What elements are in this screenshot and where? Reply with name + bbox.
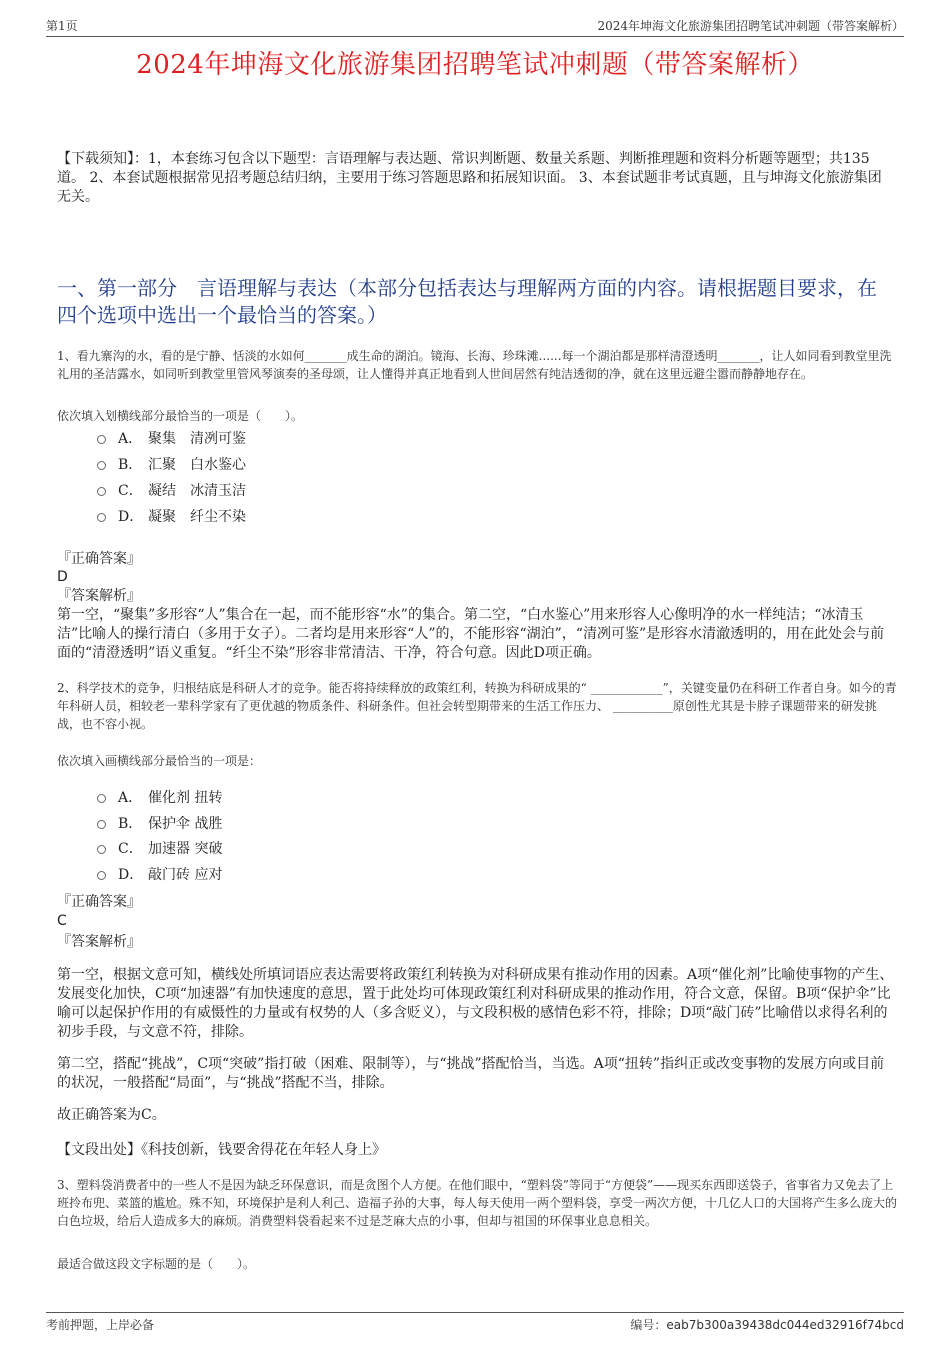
question-3-stem: 3、塑料袋消费者中的一些人不是因为缺乏环保意识，而是贪图个人方便。在他们眼中，“塑料袋”等同于“方便袋”——现买东西即送袋子，省事省力又免去了上班拎布兜、菜篮的尴尬。殊不知，环境保护是利人利己、造福子孙的大事，每人每天使用一两个塑料袋，享受一两次方便，十几亿人口的大国将产生多么庞大的白色垃圾，给后人造成多大的麻烦。消费塑料袋看起来不过是芝麻大点的小事，但却与祖国的环保事业息息相关。: [57, 1178, 898, 1228]
q2-option-d[interactable]: [97, 864, 222, 884]
q2-answer: C: [57, 913, 67, 929]
q2-source: 【文段出处】《科技创新，钱要舍得花在年轻人身上》: [57, 1142, 386, 1158]
q2-analysis-paragraph-2: 第二空，搭配“挑战”，C项“突破”指打破（困难、限制等），与“挑战”搭配恰当，当选。A项“扭转”指纠正或改变事物的发展方向或目前的状况，一般搭配“局面”，与“挑战”搭配不当，排除。: [57, 1056, 885, 1091]
q1-analysis: 第一空，“聚集”多形容“人”集合在一起，而不能形容“水”的集合。第二空，“白水鉴心”用来形容人心像明净的水一样纯洁；“冰清玉洁”比喻人的操行清白（多用于女子）。二者均是用来形容“人”的，不能形容“湖泊”，“清冽可鉴”是形容水清澈透明的，用在此处会与前面的“清澄透明”语义重复。“纤尘不染”形容非常清洁、干净，符合句意。因此D项正确。: [57, 607, 885, 661]
radio-icon[interactable]: [97, 435, 106, 444]
option-text: 加速器 突破: [148, 841, 223, 857]
q2-answer-label: 『正确答案』: [57, 894, 141, 910]
document-id-label: 编号：: [630, 1318, 667, 1332]
option-letter: B．: [118, 457, 143, 473]
option-text: 敲门砖 应对: [148, 867, 223, 883]
q1-analysis-label: 『答案解析』: [57, 588, 141, 604]
radio-icon[interactable]: [97, 820, 106, 829]
document-id: [630, 1316, 904, 1333]
q2-option-b[interactable]: [97, 813, 222, 833]
radio-icon[interactable]: [97, 513, 106, 522]
option-text: 聚集 清冽可鉴: [148, 431, 246, 447]
q1-option-c[interactable]: [97, 480, 246, 500]
option-letter: C．: [118, 483, 143, 499]
question-1-prompt: 依次填入划横线部分最恰当的一项是（ ）。: [57, 409, 304, 423]
q1-answer: D: [57, 569, 68, 585]
radio-icon[interactable]: [97, 871, 106, 880]
q2-analysis-label: 『答案解析』: [57, 934, 141, 950]
radio-icon[interactable]: [97, 461, 106, 470]
option-letter: B．: [118, 816, 143, 832]
option-letter: D．: [118, 867, 144, 883]
q1-answer-label: 『正确答案』: [57, 551, 141, 567]
option-letter: D．: [118, 509, 144, 525]
question-1-stem: 1、看九寨沟的水，看的是宁静、恬淡的水如何_______成生命的湖泊。镜海、长海、珍珠滩......每一个湖泊都是那样清澄透明_______，让人如同看到教堂里洗礼用的圣洁露水，如同听到教堂里管风琴演奏的圣母颂，让人懂得并真正地看到人世间居然有纯洁透彻的净，就在这里远避尘嚣而静静地存在。: [57, 349, 892, 381]
q1-option-d[interactable]: [97, 506, 246, 526]
page-number: 第1页: [46, 19, 78, 33]
option-letter: A．: [118, 790, 143, 806]
page-footer: [46, 1312, 904, 1333]
q1-option-a[interactable]: [97, 428, 246, 448]
q2-analysis-paragraph-1: 第一空，根据文意可知，横线处所填词语应表达需要将政策红利转换为对科研成果有推动作用的因素。A项“催化剂”比喻使事物的产生、发展变化加快，C项“加速器”有加快速度的意思，置于此处均可体现政策红利对科研成果的推动作用，符合文意，保留。B项“保护伞”比喻可以起保护作用的有威慑性的力量或有权势的人（多含贬义），与文段积极的感情色彩不符，排除；D项“敲门砖”比喻借以求得名利的初步手段，与文意不符，排除。: [57, 967, 894, 1040]
section-heading: 一、第一部分 言语理解与表达（本部分包括表达与理解两方面的内容。请根据题目要求，在四个选项中选出一个最恰当的答案。）: [57, 276, 877, 327]
header-doc-title: 2024年坤海文化旅游集团招聘笔试冲刺题（带答案解析）: [597, 19, 904, 33]
radio-icon[interactable]: [97, 487, 106, 496]
page-header: [46, 14, 904, 37]
option-letter: C．: [118, 841, 143, 857]
q2-option-c[interactable]: [97, 838, 222, 858]
radio-icon[interactable]: [97, 794, 106, 803]
footer-slogan: 考前押题，上岸必备: [46, 1318, 155, 1332]
q2-option-a[interactable]: [97, 787, 222, 807]
radio-icon[interactable]: [97, 845, 106, 854]
download-notice: 【下载须知】：1，本套练习包含以下题型：言语理解与表达题、常识判断题、数量关系题、判断推理题和资料分析题等题型；共135道。 2、本套试题根据常见招考题总结归纳，主要用于练习答题思路和拓展知识面。 3、本套试题非考试真题，且与坤海文化旅游集团无关。: [57, 151, 882, 205]
option-letter: A．: [118, 431, 143, 447]
document-title: 2024年坤海文化旅游集团招聘笔试冲刺题（带答案解析）: [136, 50, 814, 80]
document-id-code: eab7b300a39438dc044ed32916f74bcd: [666, 1318, 904, 1332]
option-text: 保护伞 战胜: [148, 816, 223, 832]
option-text: 凝结 冰清玉洁: [148, 483, 246, 499]
option-text: 汇聚 白水鉴心: [148, 457, 246, 473]
question-2-stem: 2、科学技术的竞争，归根结底是科研人才的竞争。能否将持续释放的政策红利，转换为科研成果的“ ____________”，关键变量仍在科研工作者自身。如今的青年科研人员，相较老一辈科学家有了更优越的物质条件、科研条件。但社会转型期带来的生活工作压力、 __________原创性尤其是卡脖子课题带来的研发挑战，也不容小视。: [57, 681, 897, 731]
option-text: 凝聚 纤尘不染: [148, 509, 246, 525]
question-3-prompt: 最适合做这段文字标题的是（ ）。: [57, 1257, 256, 1271]
q2-conclusion: 故正确答案为C。: [57, 1107, 166, 1123]
q1-option-b[interactable]: [97, 454, 246, 474]
option-text: 催化剂 扭转: [148, 790, 223, 806]
question-2-prompt: 依次填入画横线部分最恰当的一项是：: [57, 754, 262, 768]
